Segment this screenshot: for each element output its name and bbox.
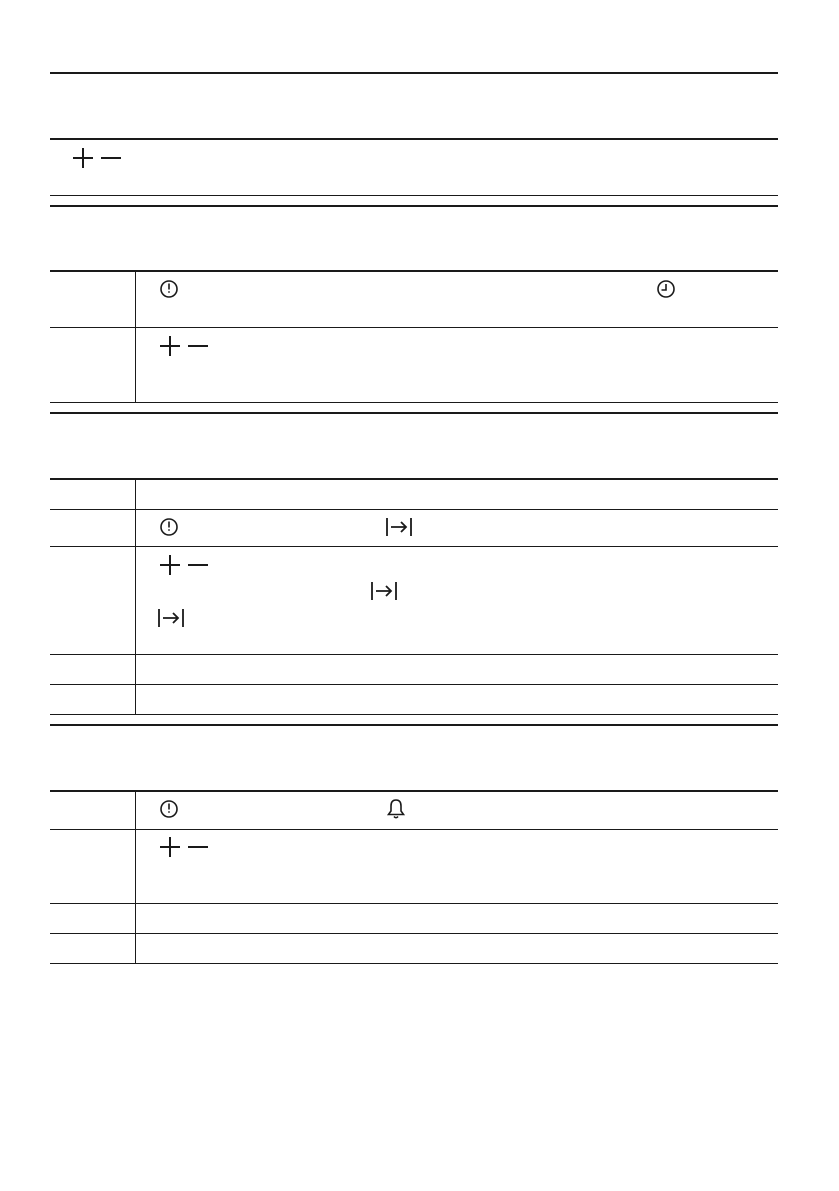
section-4-table-top-rule [50,790,778,792]
section-4-row-rule-3 [50,933,778,934]
end-arrow-icon [370,580,398,602]
clock-icon [159,799,179,819]
plus-icon [72,147,94,169]
end-arrow-icon [385,516,413,538]
section-3-top-rule [50,412,778,414]
plus-icon [159,335,181,357]
section-4-column-divider [135,791,136,963]
section-2-row-rule [50,327,778,328]
section-2-column-divider [135,271,136,402]
section-4-table-bottom-rule [50,963,778,964]
clock-icon [159,517,179,537]
bell-icon [386,798,406,820]
end-arrow-icon [157,607,185,629]
minus-icon [187,335,209,357]
section-4-top-rule [50,724,778,726]
section-3-row-rule-3 [50,654,778,655]
section-3-column-divider [135,479,136,714]
minus-icon [100,147,122,169]
section-3-row-rule-4 [50,684,778,685]
section-2-table-bottom-rule [50,402,778,403]
section-3-row-rule-2 [50,546,778,547]
section-4-row-rule-1 [50,829,778,830]
section-3-row-rule-1 [50,509,778,510]
section-2-table-top-rule [50,270,778,272]
section-1-top-rule [50,72,778,74]
section-4-row-rule-2 [50,903,778,904]
section-1-table-bottom-rule [50,195,778,196]
clock-icon [159,279,179,299]
minus-icon [187,836,209,858]
clock-hand-icon [656,279,676,299]
section-3-table-top-rule [50,478,778,480]
section-2-top-rule [50,205,778,207]
section-3-table-bottom-rule [50,714,778,715]
section-1-table-top-rule [50,138,778,140]
minus-icon [187,554,209,576]
plus-icon [159,554,181,576]
document-page [50,0,778,1191]
plus-icon [159,836,181,858]
